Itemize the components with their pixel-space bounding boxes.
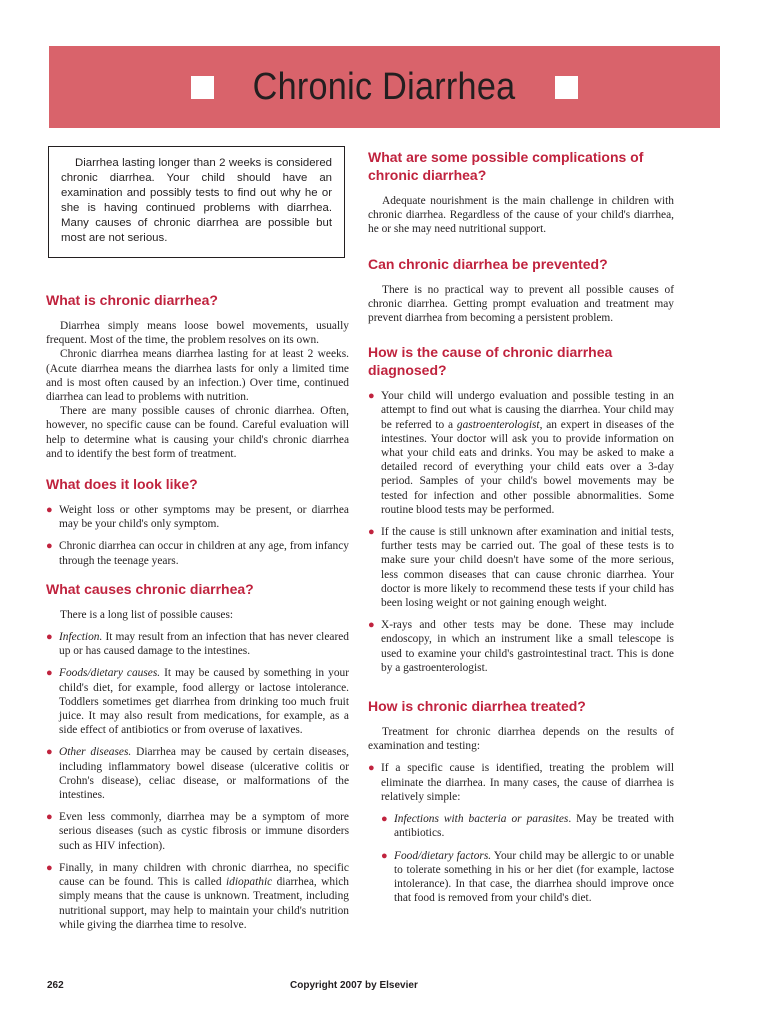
bullet-icon: ● bbox=[368, 619, 375, 632]
list-item: ● Even less commonly, diarrhea may be a symptom of more serious diseases (such as cystic fibrosis or immune disorders such as HIV infection). bbox=[46, 811, 349, 852]
list-item: ● Infection. It may result from an infection that has never cleared up or has caused damage to the intestines. bbox=[46, 631, 349, 658]
list-item: ● Your child will undergo evaluation and possible testing in an attempt to find out what is causing the diarrhea. Your child may be referred to a gastroenterologist, an expert in diseases of the intestines. Your doctor will ask you to provide information on what your child eats and drinks. You may be asked to make a detailed record of everything your child eats over a 3-day period. Samples of your child's bowel movements may be tested for infection and other possible abnormalities. Some routine blood tests may be performed. bbox=[368, 390, 675, 516]
causes-list bbox=[46, 630, 349, 932]
list-item: ● Finally, in many children with chronic diarrhea, no specific cause can be found. This is called idiopathic diarrhea, which simply means that the cause is unknown. Treatment, including nutritional support, may help to maintain your child's nutrition while giving the diarrhea time to resolve. bbox=[46, 861, 349, 931]
bullet-icon: ● bbox=[46, 631, 53, 644]
intro-box bbox=[48, 146, 345, 258]
left-column bbox=[46, 291, 349, 940]
copyright-notice: Copyright 2007 by Elsevier bbox=[290, 980, 418, 991]
list-item: ● If a specific cause is identified, treating the problem will eliminate the diarrhea. In many cases, the cause of diarrhea is relatively simple: bbox=[368, 762, 674, 803]
heading-complications: What are some possible complications of chronic diarrhea? bbox=[368, 149, 644, 183]
bullet-icon: ● bbox=[368, 390, 375, 403]
bullet-icon: ● bbox=[368, 762, 375, 775]
look-like-list bbox=[46, 503, 349, 568]
list-item: ● Chronic diarrhea can occur in children at any age, from infancy through the teenage years. bbox=[46, 540, 349, 567]
what-is-paragraph: Diarrhea simply means loose bowel movements, usually frequent. Most of the time, the problem resolves on its own. bbox=[46, 320, 349, 347]
sub-list-item: ● Infections with bacteria or parasites. May be treated with antibiotics. bbox=[381, 813, 674, 840]
square-icon-right bbox=[555, 76, 578, 99]
sub-list-item: ● Food/dietary factors. Your child may be allergic to or unable to tolerate something in his or her diet (for example, lactose intolerance). In that case, the diarrhea should improve once that food is removed from your child's diet. bbox=[381, 849, 675, 905]
list-item: ● If the cause is still unknown after examination and initial tests, further tests may be carried out. The goal of these tests is to make sure your child doesn't have some of the more serious, less common diseases that can cause chronic diarrhea. Your doctor is more likely to recommend these tests if your child has been losing weight or not gaining enough weight. bbox=[368, 526, 674, 610]
bullet-icon: ● bbox=[46, 667, 53, 680]
square-icon-left bbox=[191, 76, 214, 99]
heading-look-like: What does it look like? bbox=[46, 476, 198, 493]
bullet-icon: ● bbox=[46, 861, 53, 874]
intro-text: Diarrhea lasting longer than 2 weeks is considered chronic diarrhea. Your child should have an examination and possibly tests to find out why he or she is having continued problems with diarrhea. Many causes of chronic diarrhea are possible but most are not serious. bbox=[61, 157, 332, 244]
bullet-icon: ● bbox=[46, 504, 53, 517]
what-is-paragraph: Chronic diarrhea means diarrhea lasting for at least 2 weeks. (Acute diarrhea means the diarrhea lasts for only a limited time and is most often caused by an infection.) Over time, continued diarrhea can lead to problems with nutrition. bbox=[46, 348, 349, 404]
complications-text: Adequate nourishment is the main challenge in children with chronic diarrhea. Regardless of the cause of your child's diarrhea, he or she may need nutritional support. bbox=[368, 195, 674, 236]
list-item: ● Foods/dietary causes. It may be caused by something in your child's diet, for example, food allergy or lactose intolerance. Toddlers sometimes get diarrhea from drinking too much fruit juice. It may also result from medications, for example, as a side effect of antibiotics or from overuse of laxatives. bbox=[46, 667, 349, 737]
bullet-icon: ● bbox=[46, 746, 53, 759]
heading-causes: What causes chronic diarrhea? bbox=[46, 580, 254, 597]
heading-treated: How is chronic diarrhea treated? bbox=[368, 698, 586, 715]
heading-what-is: What is chronic diarrhea? bbox=[46, 292, 218, 308]
list-item: ● Other diseases. Diarrhea may be caused by certain diseases, including inflammatory bowel disease (ulcerative colitis or Crohn's disease), celiac disease, or malformations of the intestines. bbox=[46, 746, 349, 802]
list-item: ● Weight loss or other symptoms may be present, or diarrhea may be your child's only symptom. bbox=[46, 504, 349, 531]
list-item: ● X-rays and other tests may be done. These may include endoscopy, in which an instrument like a small telescope is used to examine your child's gastrointestinal tract. This is done by a gastroenterologist. bbox=[368, 619, 674, 674]
prevented-text: There is no practical way to prevent all possible causes of chronic diarrhea. Getting prompt evaluation and treatment may prevent diarrhea from becoming a persistent problem. bbox=[368, 283, 674, 325]
treated-list bbox=[368, 761, 674, 905]
bullet-icon: ● bbox=[46, 811, 53, 824]
bullet-icon: ● bbox=[381, 849, 388, 862]
bullet-icon: ● bbox=[368, 526, 375, 539]
heading-diagnosed: How is the cause of chronic diarrhea diagnosed? bbox=[368, 344, 613, 379]
page-title: Chronic Diarrhea bbox=[253, 65, 516, 108]
right-column bbox=[368, 148, 674, 913]
treated-intro: Treatment for chronic diarrhea depends on the results of examination and testing: bbox=[368, 726, 674, 753]
bullet-icon: ● bbox=[381, 813, 388, 826]
bullet-icon: ● bbox=[46, 540, 53, 553]
title-banner bbox=[49, 46, 720, 128]
causes-intro: There is a long list of possible causes: bbox=[60, 608, 234, 621]
page-number: 262 bbox=[47, 980, 64, 991]
diagnosed-list bbox=[368, 389, 674, 675]
heading-prevented: Can chronic diarrhea be prevented? bbox=[368, 255, 608, 272]
what-is-paragraph: There are many possible causes of chronic diarrhea. Often, however, no specific cause can be found. Careful evaluation will help to determine what is causing your child's chronic diarrhea and to identify the best form of treatment. bbox=[46, 405, 349, 460]
